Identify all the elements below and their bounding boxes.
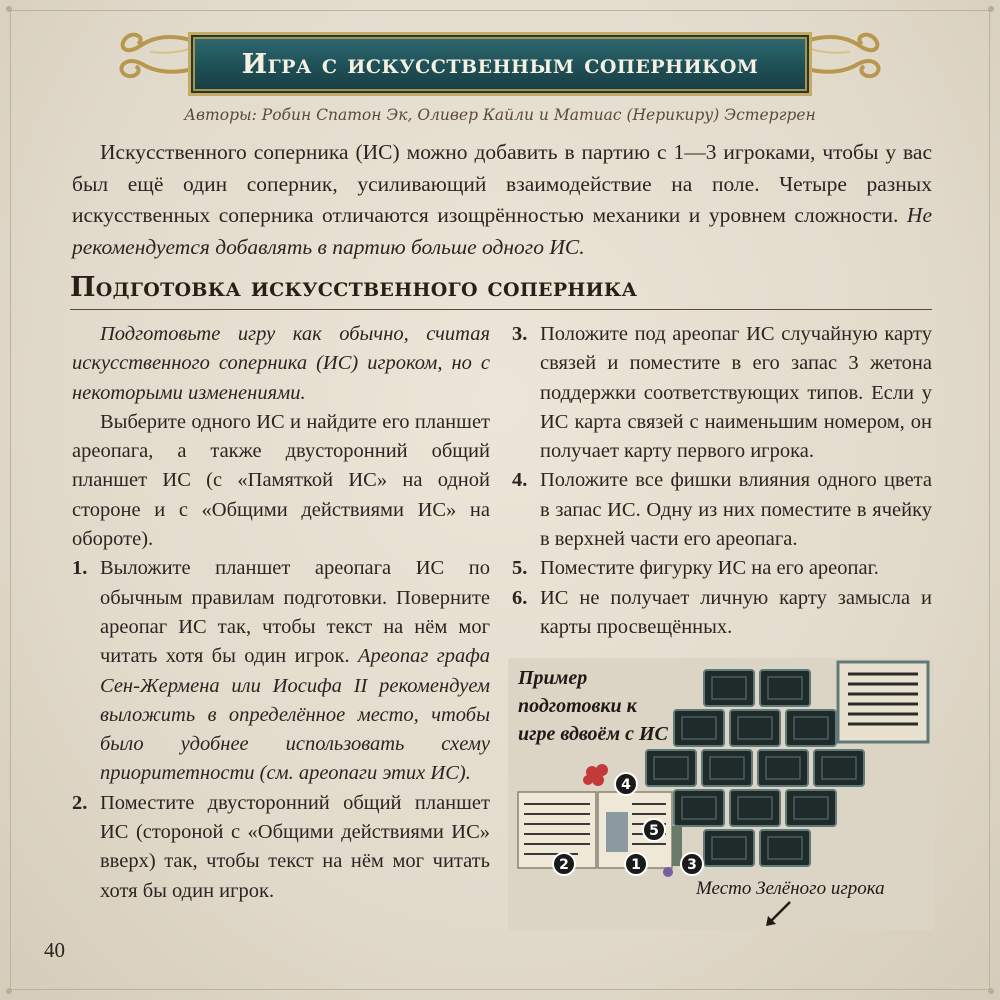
step-text (100, 554, 490, 788)
intro-text: Искусственного соперника (ИС) можно добавить в партию с 1—3 игроками, чтобы у вас был ещё один соперник, усиливающий взаимодействие на поле. Четыре разных искусственных соперника отличаются изощрённостью механики и уровнем сложности. (72, 140, 932, 227)
step-marker-label: 2 (559, 857, 569, 873)
step-text: ИС не получает личную карту замысла и карты просвещённых. (540, 586, 932, 638)
lead-paragraph: Выберите одного ИС и найдите его планшет ареопага, а также двусторонний общий планшет ИС (с «Памяткой ИС» на одной стороне и с «Общими действиями ИС» на обороте). (72, 410, 490, 551)
step-number: 5. (512, 557, 528, 580)
illustration-caption: Пример подготовки к игре вдвоём с ИС (518, 667, 668, 745)
left-column (72, 320, 490, 906)
page-number: 40 (44, 938, 65, 962)
intro-italic: Не рекомендуется добавлять в партию больше одного ИС. (72, 203, 932, 259)
step-item (512, 320, 932, 466)
step-item (72, 789, 490, 906)
support-token (663, 867, 673, 877)
step-text: Поместите двусторонний общий планшет ИС (стороной с «Общими действиями ИС» вверх) так, чтобы текст на нём мог читать хотя бы один игрок. (100, 791, 490, 902)
step-item (512, 584, 932, 643)
connection-card (672, 826, 682, 866)
step-number: 1. (72, 557, 88, 580)
setup-illustration (508, 658, 934, 930)
step-marker-label: 3 (687, 857, 697, 873)
step-number: 6. (512, 586, 528, 609)
page-title: Игра с искусственным соперником (241, 48, 759, 80)
step-item (512, 554, 932, 583)
player-board (838, 662, 928, 742)
right-column (512, 320, 932, 642)
step-marker-label: 1 (631, 857, 641, 873)
intro-paragraph (72, 137, 932, 263)
corner-dot (988, 988, 994, 994)
step-marker-label: 4 (621, 777, 631, 793)
title-banner (100, 18, 900, 100)
step-marker-label: 5 (649, 823, 659, 839)
step-item (512, 466, 932, 554)
step-text: Поместите фигурку ИС на его ареопаг. (540, 557, 879, 580)
player-place-label: Место Зелёного игрока (696, 878, 885, 899)
step-text-italic: Ареопаг графа Сен-Жермена или Иосифа II рекомендуем выложить в определённое место, чтобы было удобнее использовать схему приоритетности (см. ареопаги этих ИС). (100, 645, 491, 785)
authors-line: Авторы: Робин Спатон Эк, Оливер Кайли и Матиас (Нерикиру) Эстергрен (184, 106, 816, 124)
step-text: Положите все фишки влияния одного цвета в запас ИС. Одну из них поместите в ячейку в верхней части его ареопага. (540, 469, 932, 551)
lead-italic-paragraph: Подготовьте игру как обычно, считая искусственного соперника (ИС) игроком, но с некоторыми изменениями. (72, 323, 490, 404)
section-heading: Подготовка искусственного соперника (70, 272, 932, 310)
banner-plate (188, 32, 812, 96)
corner-dot (6, 988, 12, 994)
corner-dot (6, 6, 12, 12)
step-number: 4. (512, 469, 528, 492)
step-item (72, 554, 490, 788)
step-number: 3. (512, 323, 528, 345)
step-text-main: Выложите планшет ареопага ИС по обычным правилам подготовки. Поверните ареопаг ИС так, чтобы текст на нём мог читать хотя бы один игрок. (100, 557, 490, 668)
corner-dot (988, 6, 994, 12)
arrow-down-left-icon (764, 898, 794, 928)
step-text: Положите под ареопаг ИС случайную карту связей и поместите в его запас 3 жетона поддержки соответствующих типов. Если у ИС карта связей с наименьшим номером, он получает карту первого игрока. (540, 323, 932, 463)
step-number: 2. (72, 791, 88, 814)
